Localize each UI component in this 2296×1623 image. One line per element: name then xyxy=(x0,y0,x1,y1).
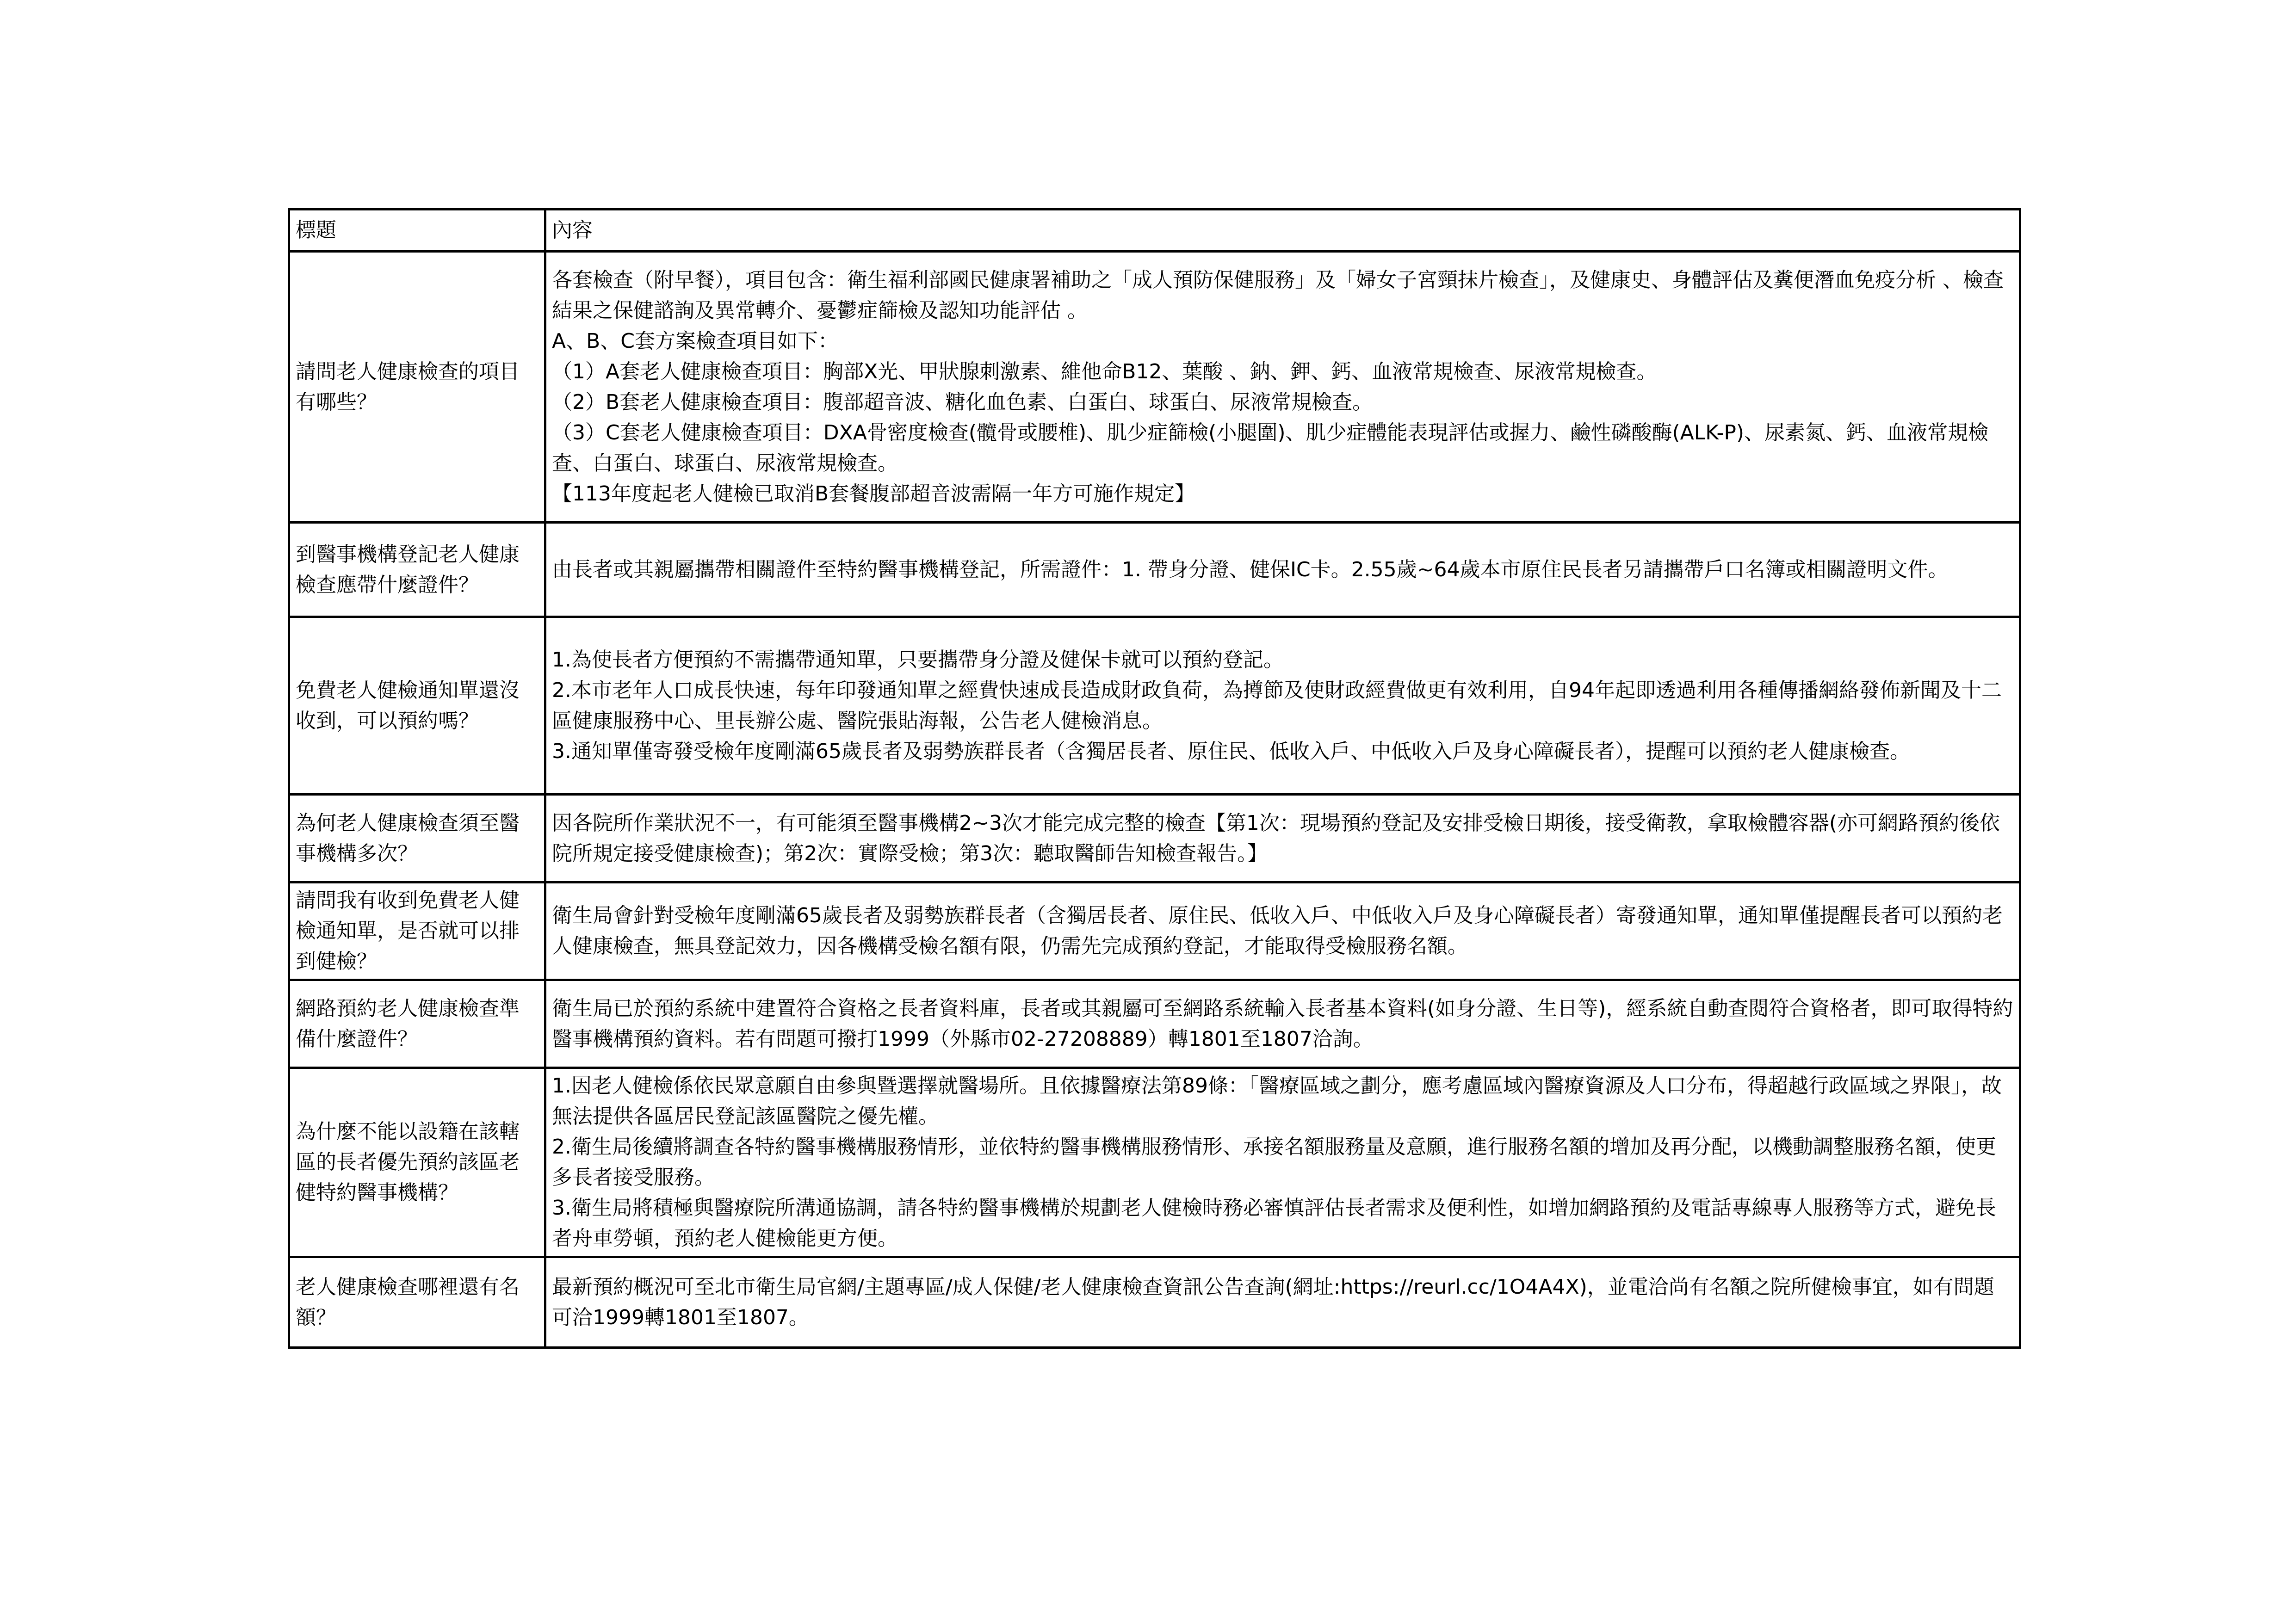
content-line: 最新預約概況可至北市衛生局官網/主題專區/成人保健/老人健康檢查資訊公告查詢(網址:https://reurl.cc/1O4A4X)，並電洽尚有名額之院所健檢事宜，如有問題可洽1999轉1801至1807。 xyxy=(552,1275,1994,1329)
row-title-cell: 老人健康檢查哪裡還有名額？ xyxy=(289,1257,545,1348)
faq-table xyxy=(288,208,2021,1349)
content-line: 各套檢查（附早餐），項目包含：衛生福利部國民健康署補助之「成人預防保健服務」及「婦女子宮頸抹片檢查」，及健康史、身體評估及糞便潛血免疫分析 、檢查結果之保健諮詢及異常轉介、憂鬱症篩檢及認知功能評估 。 xyxy=(552,268,2004,322)
row-title-cell: 請問我有收到免費老人健檢通知單，是否就可以排到健檢？ xyxy=(289,882,545,980)
faq-table-body xyxy=(289,210,2020,1348)
row-content-cell xyxy=(545,980,2020,1068)
row-content-cell xyxy=(545,617,2020,795)
table-row xyxy=(289,882,2020,980)
row-title-cell: 為何老人健康檢查須至醫事機構多次？ xyxy=(289,795,545,882)
content-line: 3.衛生局將積極與醫療院所溝通協調，請各特約醫事機構於規劃老人健檢時務必審慎評估長者需求及便利性，如增加網路預約及電話專線專人服務等方式，避免長者舟車勞頓，預約老人健檢能更方便。 xyxy=(552,1196,1996,1250)
content-line: 衛生局會針對受檢年度剛滿65歲長者及弱勢族群長者（含獨居長者、原住民、低收入戶、中低收入戶及身心障礙長者）寄發通知單，通知單僅提醒長者可以預約老人健康檢查，無具登記效力，因各機構受檢名額有限，仍需先完成預約登記，才能取得受檢服務名額。 xyxy=(552,904,2003,958)
row-content-cell xyxy=(545,1068,2020,1257)
row-title-cell: 網路預約老人健康檢查準備什麼證件？ xyxy=(289,980,545,1068)
header-title-cell: 標題 xyxy=(289,210,545,252)
content-line: 衛生局已於預約系統中建置符合資格之長者資料庫，長者或其親屬可至網路系統輸入長者基本資料(如身分證、生日等)，經系統自動查閱符合資格者，即可取得特約醫事機構預約資料。若有問題可撥打1999（外縣市02-27208889）轉1801至1807洽詢。 xyxy=(552,996,2013,1051)
content-line: （1）A套老人健康檢查項目：胸部X光、甲狀腺刺激素、維他命B12、葉酸 、鈉、鉀、鈣、血液常規檢查、尿液常規檢查。 xyxy=(552,359,1657,383)
row-title-cell: 到醫事機構登記老人健康檢查應帶什麼證件？ xyxy=(289,523,545,617)
table-header-row xyxy=(289,210,2020,252)
row-content-cell xyxy=(545,252,2020,523)
row-title-cell: 請問老人健康檢查的項目有哪些？ xyxy=(289,252,545,523)
row-content-cell xyxy=(545,882,2020,980)
content-line: 1.為使長者方便預約不需攜帶通知單，只要攜帶身分證及健保卡就可以預約登記。 xyxy=(552,648,1284,672)
table-row xyxy=(289,980,2020,1068)
row-title-cell: 為什麼不能以設籍在該轄區的長者優先預約該區老健特約醫事機構？ xyxy=(289,1068,545,1257)
table-row xyxy=(289,252,2020,523)
table-row xyxy=(289,1068,2020,1257)
content-line: 【113年度起老人健檢已取消B套餐腹部超音波需隔一年方可施作規定】 xyxy=(552,481,1195,506)
header-content-cell: 內容 xyxy=(545,210,2020,252)
table-row xyxy=(289,617,2020,795)
table-row xyxy=(289,523,2020,617)
content-line: （3）C套老人健康檢查項目：DXA骨密度檢查(髖骨或腰椎)、肌少症篩檢(小腿圍)、肌少症體能表現評估或握力、鹼性磷酸酶(ALK-P)、尿素氮、鈣、血液常規檢查、白蛋白、球蛋白、尿液常規檢查。 xyxy=(552,420,1989,475)
content-line: （2）B套老人健康檢查項目：腹部超音波、糖化血色素、白蛋白、球蛋白、尿液常規檢查。 xyxy=(552,390,1373,414)
row-title-cell: 免費老人健檢通知單還沒收到，可以預約嗎？ xyxy=(289,617,545,795)
content-line: 因各院所作業狀況不一，有可能須至醫事機構2~3次才能完成完整的檢查【第1次：現場預約登記及安排受檢日期後，接受衛教，拿取檢體容器(亦可網路預約後依院所規定接受健康檢查)；第2次：實際受檢；第3次：聽取醫師告知檢查報告。】 xyxy=(552,811,2000,865)
content-line: 2.本市老年人口成長快速，每年印發通知單之經費快速成長造成財政負荷，為撙節及使財政經費做更有效利用，自94年起即透過利用各種傳播網絡發佈新聞及十二區健康服務中心、里長辦公處、醫院張貼海報，公告老人健檢消息。 xyxy=(552,678,2002,733)
row-content-cell xyxy=(545,523,2020,617)
content-line: 2.衛生局後續將調查各特約醫事機構服務情形，並依特約醫事機構服務情形、承接名額服務量及意願，進行服務名額的增加及再分配，以機動調整服務名額，使更多長者接受服務。 xyxy=(552,1135,1996,1189)
content-line: 由長者或其親屬攜帶相關證件至特約醫事機構登記，所需證件：1. 帶身分證、健保IC卡。2.55歲~64歲本市原住民長者另請攜帶戶口名簿或相關證明文件。 xyxy=(552,557,1949,581)
content-line: 3.通知單僅寄發受檢年度剛滿65歲長者及弱勢族群長者（含獨居長者、原住民、低收入戶、中低收入戶及身心障礙長者），提醒可以預約老人健康檢查。 xyxy=(552,739,1910,763)
content-line: 1.因老人健檢係依民眾意願自由參與暨選擇就醫場所。且依據醫療法第89條：「醫療區域之劃分，應考慮區域內醫療資源及人口分布，得超越行政區域之界限」，故無法提供各區居民登記該區醫院之優先權。 xyxy=(552,1074,2002,1128)
table-row xyxy=(289,795,2020,882)
row-content-cell xyxy=(545,795,2020,882)
content-line: A、B、C套方案檢查項目如下： xyxy=(552,329,839,353)
row-content-cell xyxy=(545,1257,2020,1348)
table-row xyxy=(289,1257,2020,1348)
